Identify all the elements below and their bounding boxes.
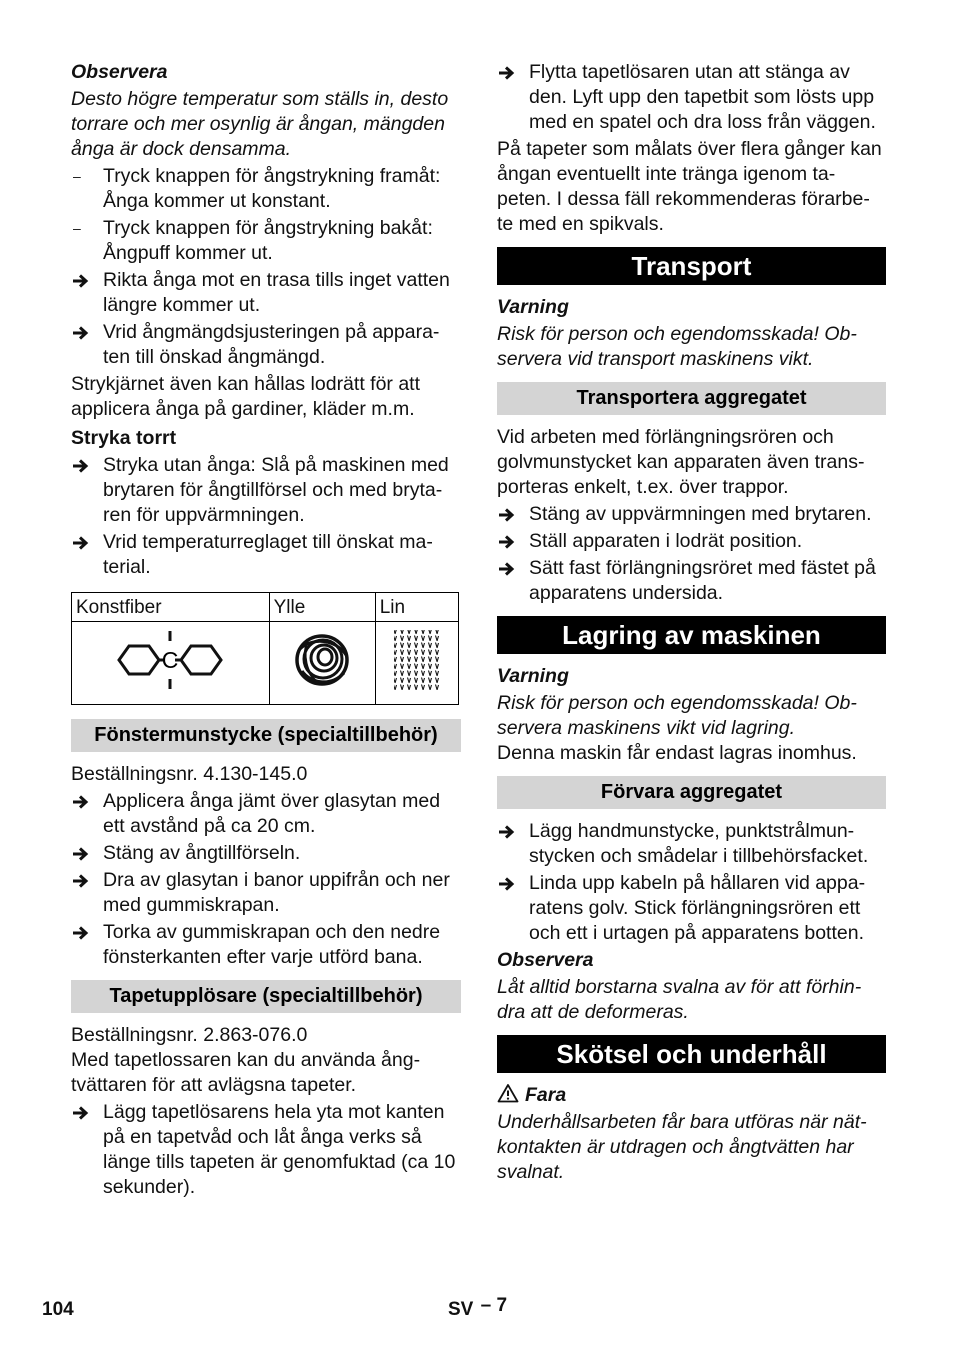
arrow-right-icon: [497, 871, 521, 892]
table-cell: [375, 622, 458, 705]
list-item: Stäng av ångtillförseln.: [71, 841, 461, 866]
note-label: Observera: [71, 61, 168, 83]
note-text: Låt alltid borstarna svalna av för att förhin-dra att de deformeras.: [497, 976, 862, 1023]
subheading: Stryka torrt: [71, 427, 177, 449]
table-header-cell: Lin: [375, 593, 458, 622]
left-column: [71, 58, 461, 1200]
warning-label: Varning: [497, 296, 569, 318]
danger-label: Fara: [497, 1083, 886, 1108]
list-item: Rikta ånga mot en trasa tills inget vatten längre kommer ut.: [71, 268, 461, 318]
footer-language: [448, 1297, 507, 1322]
list-item: Vrid ångmängdsjusteringen på appara-ten till önskad ångmängd.: [71, 320, 461, 370]
fabric-table: [71, 592, 459, 705]
list-item: Linda upp kabeln på hållaren vid appa-ratens golv. Stick förlängningsrören ett och ett i urtagen på apparatens botten.: [497, 871, 886, 946]
arrow-right-icon: [71, 320, 95, 341]
arrow-right-icon: [71, 789, 95, 810]
order-number: Beställningsnr. 2.863-076.0: [71, 1024, 308, 1046]
wool-icon: [290, 627, 354, 693]
subsection-heading-store-unit: Förvara aggregatet: [497, 776, 886, 809]
synthetic-fiber-icon: [110, 629, 230, 691]
table-row: [72, 593, 459, 622]
list-item: Torka av gummiskrapan och den nedre fönsterkanten efter varje utförd bana.: [71, 920, 461, 970]
arrow-right-icon: [497, 529, 521, 550]
list-item: Sätt fast förlängningsröret med fästet på apparatens undersida.: [497, 556, 886, 606]
section-page-number: – 7: [480, 1295, 508, 1316]
arrow-right-icon: [71, 453, 95, 474]
list-item: Lägg handmunstycke, punktstrålmun-stycken och smådelar i tillbehörsfacket.: [497, 819, 886, 869]
table-cell: [269, 622, 375, 705]
list-item: Stryka utan ånga: Slå på maskinen med brytaren för ångtillförsel och med bryta-ren för uppvärmningen.: [71, 453, 461, 528]
order-number: Beställningsnr. 4.130-145.0: [71, 763, 308, 785]
table-header-cell: Ylle: [269, 593, 375, 622]
page-number: 104: [42, 1299, 74, 1320]
arrow-right-icon: [497, 556, 521, 577]
table-header-cell: Konstfiber: [72, 593, 270, 622]
paragraph: På tapeter som målats över flera gånger kan ångan eventuellt inte tränga igenom ta-peten. I dessa fäll rekommenderas förarbe-te med en spikvals.: [497, 138, 882, 235]
list-item: Dra av glasytan i banor uppifrån och ner med gummiskrapan.: [71, 868, 461, 918]
table-cell: [72, 622, 270, 705]
section-heading-wallpaper-stripper: Tapetupplösare (specialtillbehör): [71, 980, 461, 1013]
note-label: Observera: [497, 949, 594, 971]
paragraph: Strykjärnet även kan hållas lodrätt för att applicera ånga på gardiner, kläder m.m.: [71, 373, 421, 420]
section-heading-window-nozzle: Fönstermunstycke (specialtillbehör): [71, 719, 461, 752]
table-row: [72, 622, 459, 705]
right-column: [497, 58, 886, 1185]
paragraph: Vid arbeten med förlängningsrören och golvmunstycket kan apparaten även trans-porteras enkelt, t.ex. över trappor.: [497, 426, 865, 498]
arrow-right-icon: [71, 920, 95, 941]
dash-icon: –: [73, 220, 81, 236]
warning-label: Varning: [497, 665, 569, 687]
dash-icon: –: [73, 168, 81, 184]
list-item: – Tryck knappen för ångstrykning framåt: Ånga kommer ut konstant.: [73, 165, 441, 212]
list-item: – Tryck knappen för ångstrykning bakåt: Ångpuff kommer ut.: [73, 217, 433, 264]
section-heading-transport: Transport: [497, 247, 886, 285]
arrow-right-icon: [71, 1100, 95, 1121]
warning-triangle-icon: [497, 1083, 519, 1103]
language-code: SV: [448, 1299, 474, 1320]
list-item: Ställ apparaten i lodrät position.: [497, 529, 886, 554]
paragraph: Denna maskin får endast lagras inomhus.: [497, 742, 857, 764]
arrow-right-icon: [497, 60, 521, 81]
note-text: Desto högre temperatur som ställs in, desto torrare och mer osynlig är ångan, mängden ånga är dock densamma.: [71, 88, 449, 160]
warning-text: Risk för person och egendomsskada! Ob-servera vid transport maskinens vikt.: [497, 323, 857, 370]
section-heading-storage: Lagring av maskinen: [497, 616, 886, 654]
svg-text:C: C: [161, 646, 179, 673]
arrow-right-icon: [71, 868, 95, 889]
list-item: Stäng av uppvärmningen med brytaren.: [497, 502, 886, 527]
paragraph: Med tapetlossaren kan du använda ång-tvättaren för att avlägsna tapeter.: [71, 1049, 421, 1096]
danger-text: Underhållsarbeten får bara utföras när nät-kontakten är utdragen och ångtvätten har svalnat.: [497, 1111, 867, 1183]
arrow-right-icon: [497, 819, 521, 840]
list-item: Vrid temperaturreglaget till önskat ma-terial.: [71, 530, 461, 580]
arrow-right-icon: [71, 530, 95, 551]
list-item: Applicera ånga jämt över glasytan med ett avstånd på ca 20 cm.: [71, 789, 461, 839]
warning-text: Risk för person och egendomsskada! Ob-servera maskinens vikt vid lagring.: [497, 692, 857, 739]
subsection-heading-transport-unit: Transportera aggregatet: [497, 382, 886, 415]
section-heading-care-maintenance: Skötsel och underhåll: [497, 1035, 886, 1073]
list-item: Lägg tapetlösarens hela yta mot kanten på en tapetvåd och låt ånga verks så länge tills tapeten är genomfuktad (ca 10 sekunder).: [71, 1100, 461, 1200]
linen-icon: [392, 628, 442, 692]
list-item: Flytta tapetlösaren utan att stänga av den. Lyft upp den tapetbit som lösts upp med en spatel och dra loss från väggen.: [497, 60, 886, 135]
arrow-right-icon: [71, 841, 95, 862]
arrow-right-icon: [71, 268, 95, 289]
arrow-right-icon: [497, 502, 521, 523]
